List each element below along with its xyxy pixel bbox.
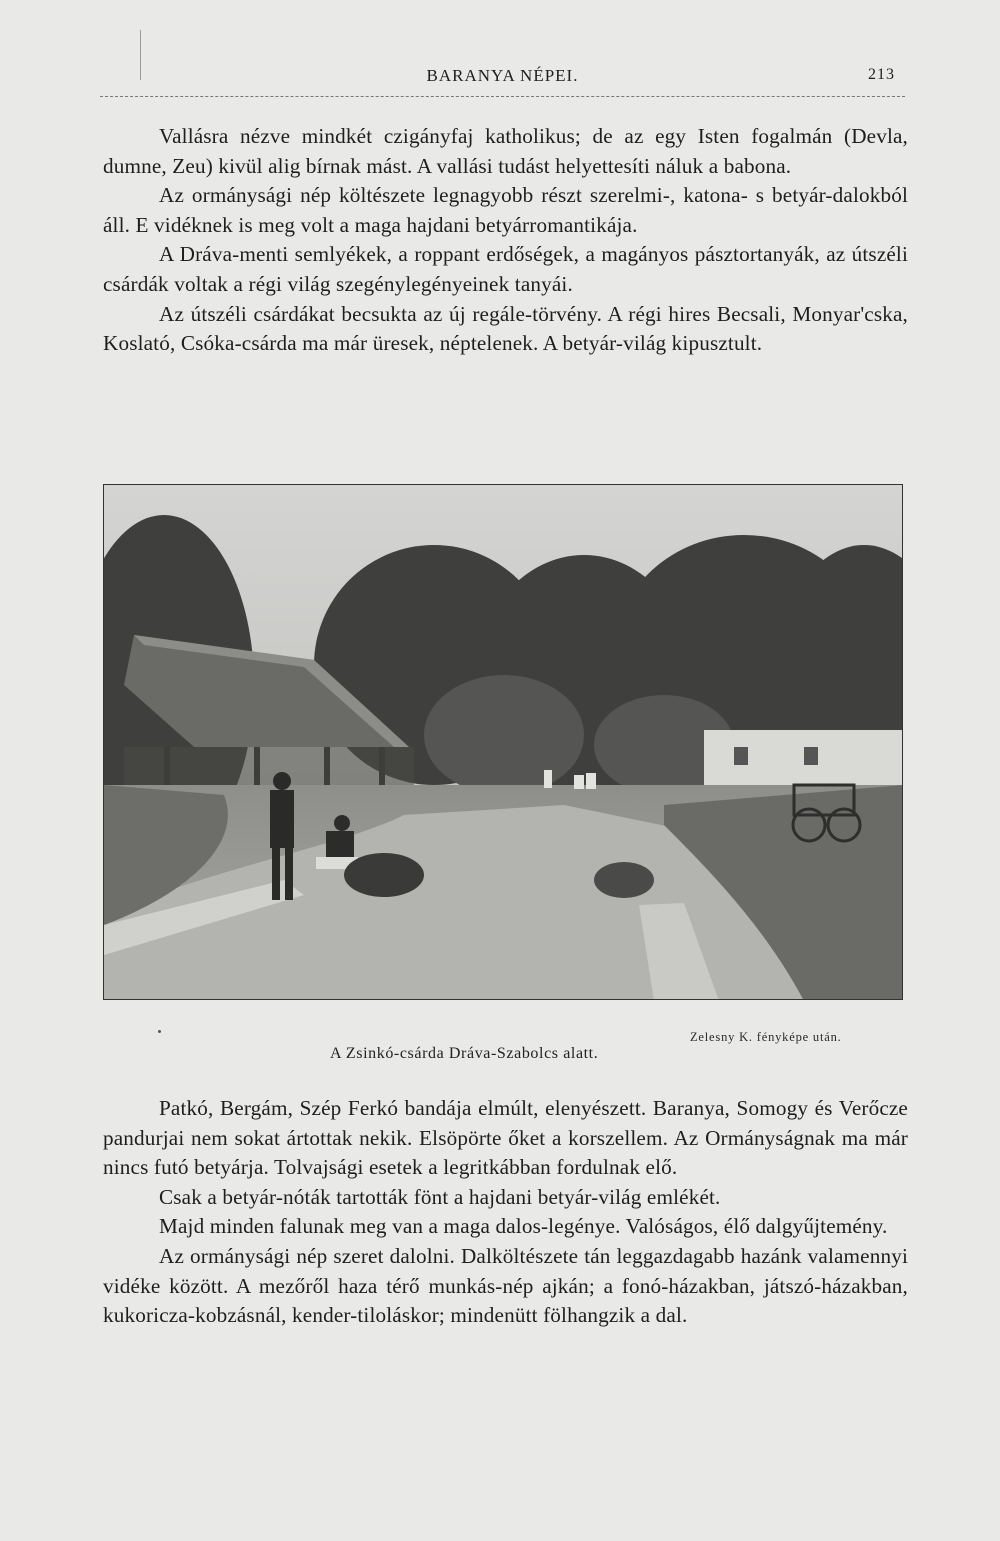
page-number: 213 [868, 66, 895, 83]
paragraph: Patkó, Bergám, Szép Ferkó bandája elmúlt, elenyészett. Baranya, Somogy és Verőcze pandurjai nem sokat ártottak nekik. Elsöpörte őket a korszellem. Az Ormányságnak ma már nincs futó betyárja. Tolvajsági esetek a legritkábban fordulnak elő. [103, 1096, 908, 1180]
paragraph: Majd minden falunak meg van a maga dalos-legénye. Valóságos, élő dalgyűjtemény. [159, 1214, 888, 1239]
paragraph: Vallásra nézve mindkét czigányfaj katholikus; de az egy Isten fogalmán (Devla, dumne, Zeu) kivül alig bírnak mást. A vallási tudást helyettesíti náluk a babona. [103, 124, 908, 178]
paragraph: A Dráva-menti semlyékek, a roppant erdőségek, a magányos pásztortanyák, az útszéli csárdák voltak a régi világ szegénylegényeinek tanyái. [103, 242, 908, 296]
white-house [704, 730, 903, 785]
paragraph: Csak a betyár-nóták tartották fönt a hajdani betyár-világ emlékét. [159, 1184, 721, 1209]
header-rule [100, 96, 905, 97]
paragraph: Az útszéli csárdákat becsukta az új regále-törvény. A régi hires Becsali, Monyar'cska, Koslató, Csóka-csárda ma már üresek, néptelenek. A betyár-világ kipusztult. [103, 301, 908, 356]
body-text-bottom [103, 1094, 908, 1331]
running-title: BARANYA NÉPEI. [426, 66, 579, 85]
paragraph: Az ormánysági nép szeret dalolni. Dalköltészete tán leggazdagabb hazánk valamennyi vidéke között. A mezőről haza térő munkás-nép ajkán; a fonó-házakban, játszó-házakban, kukoricza-kobzásnál, kender-tiloláskor; mindenütt fölhangzik a dal. [103, 1243, 908, 1328]
halftone-photograph [103, 484, 903, 1000]
running-head [100, 66, 905, 90]
body-text-top [103, 122, 908, 359]
stray-dot [158, 1030, 161, 1033]
paragraph: Az ormánysági nép költészete legnagyobb részt szerelmi-, katona- s betyár-dalokból áll. E vidéknek is meg volt a maga hajdani betyárromantikája. [103, 183, 908, 237]
photo-credit: Zelesny K. fényképe után. [690, 1030, 842, 1044]
figure-caption: A Zsinkó-csárda Dráva-Szabolcs alatt. [330, 1045, 599, 1062]
photo-scene [104, 485, 903, 1000]
